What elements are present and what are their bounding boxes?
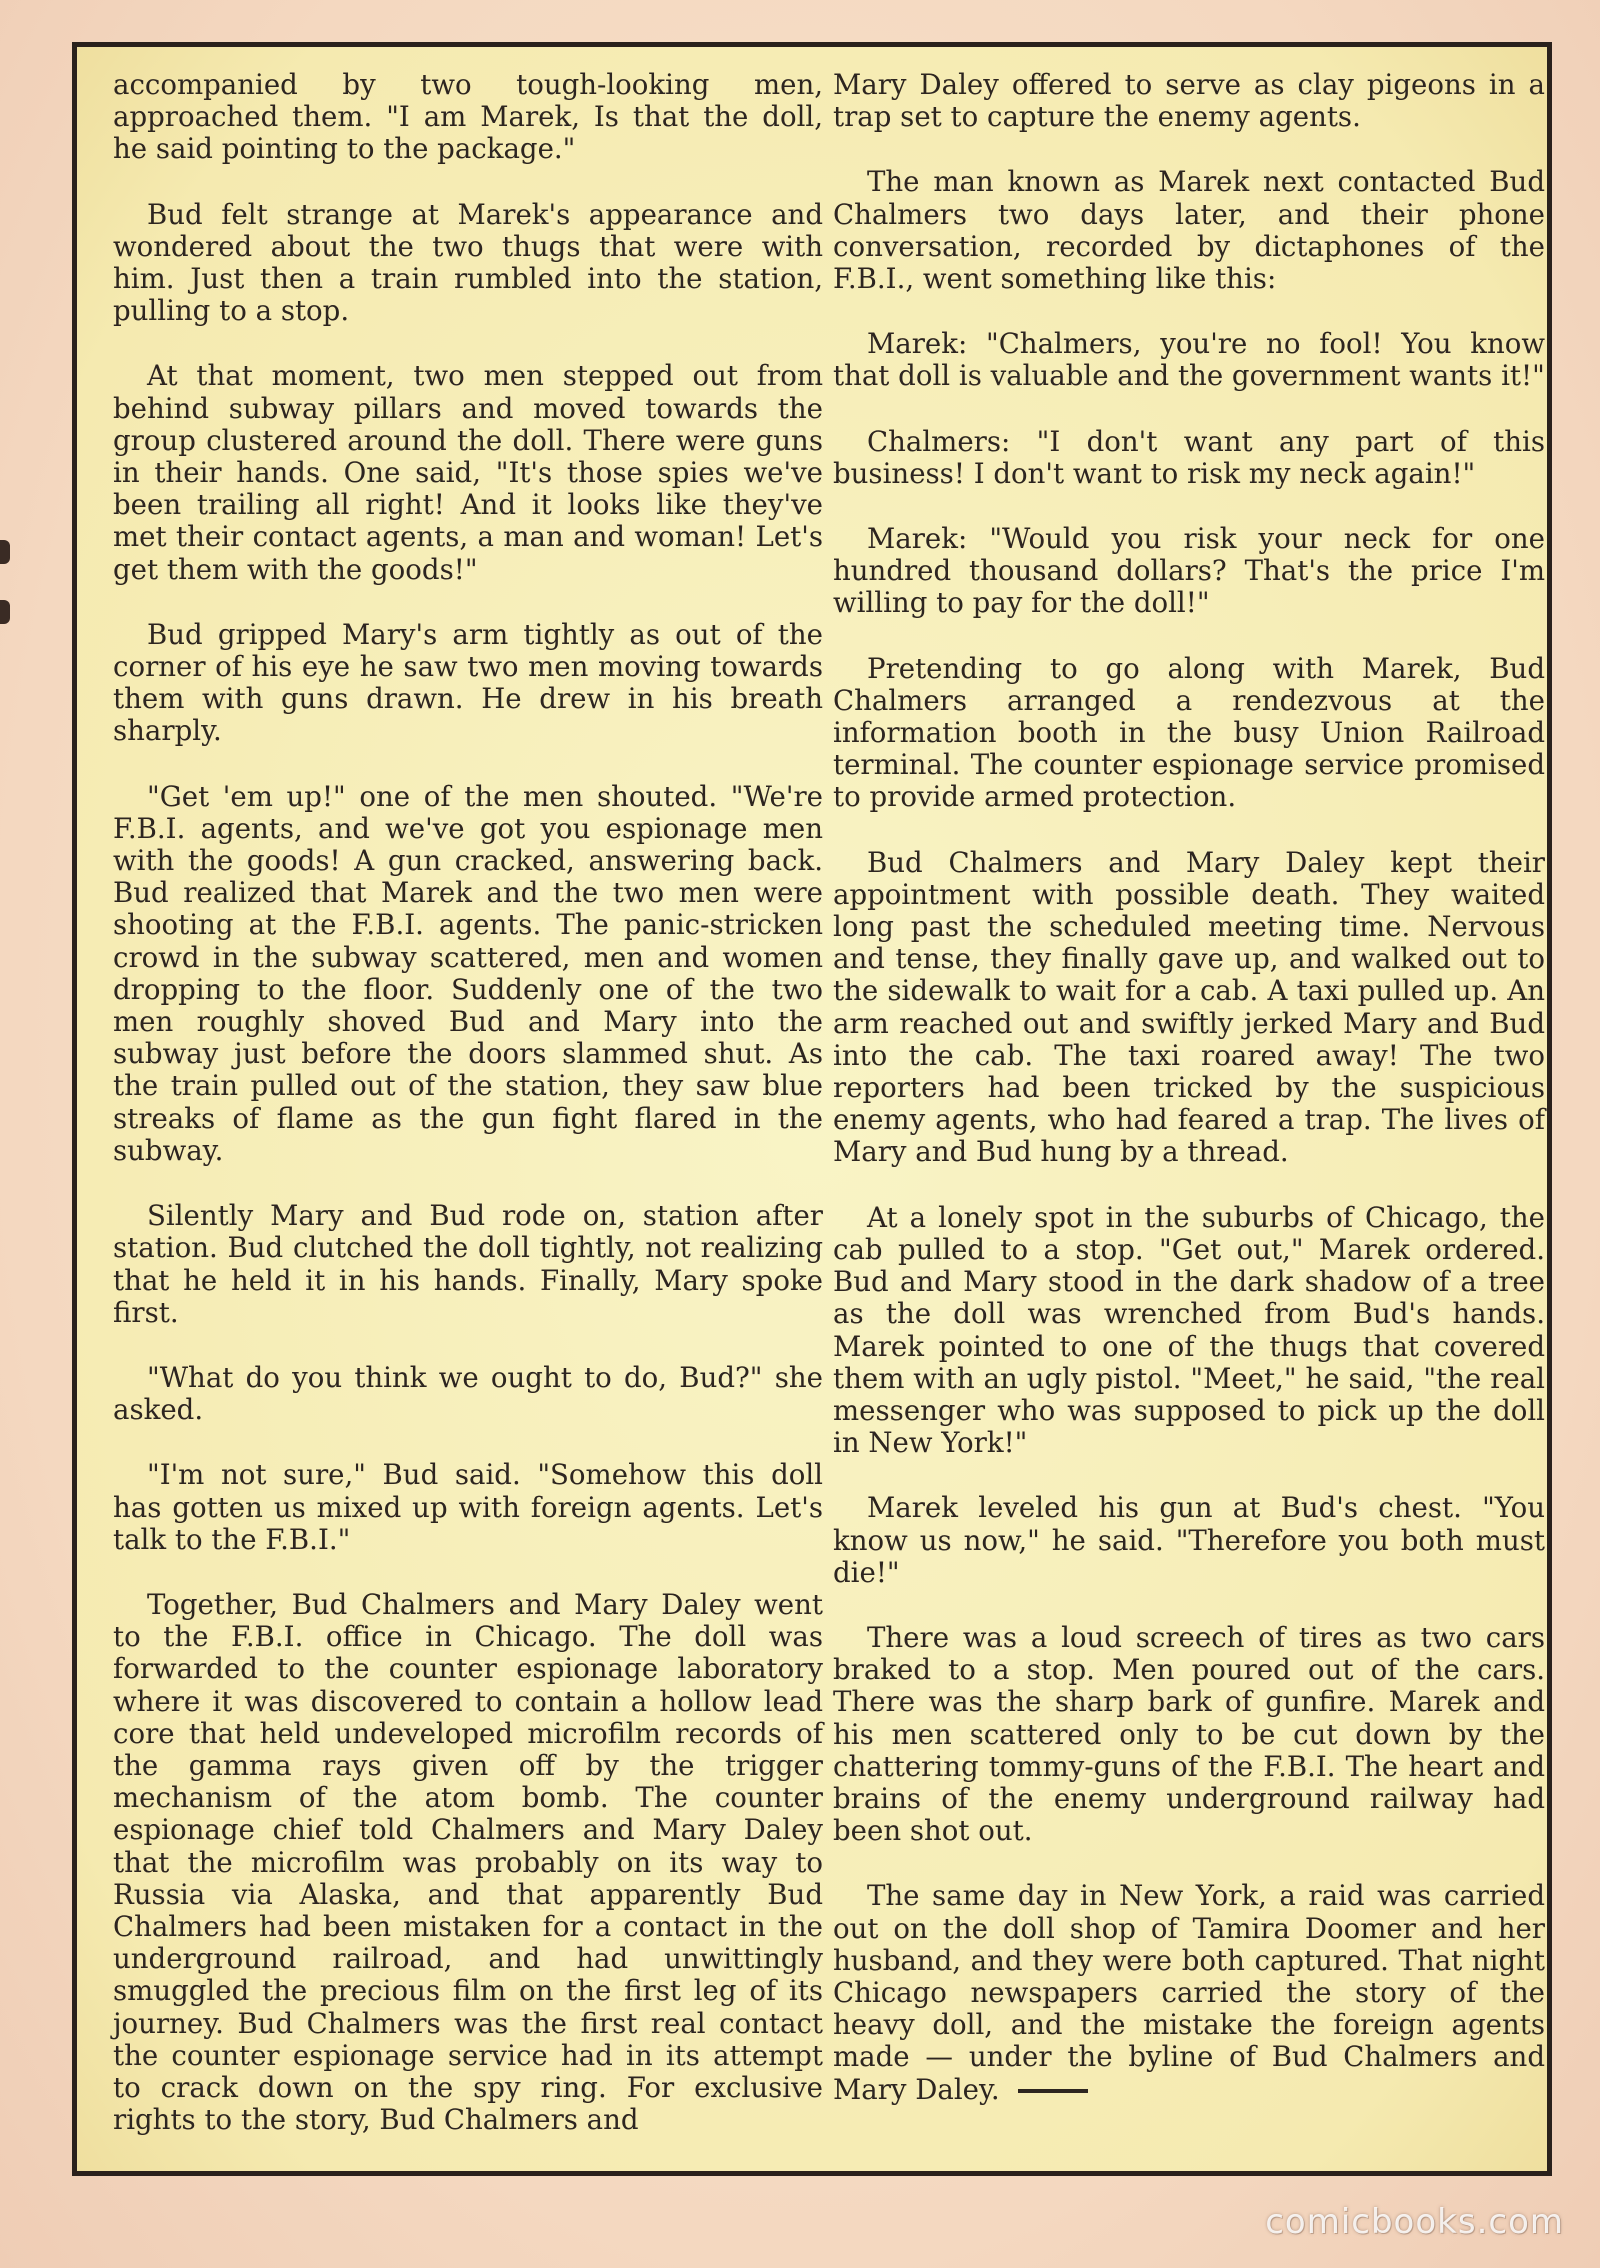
- paragraph: Bud gripped Mary's arm tightly as out of the corner of his eye he saw two men moving towards them with guns drawn. He drew in his breath sharply.: [113, 617, 823, 748]
- paragraph: Mary Daley offered to serve as clay pigeons in a trap set to capture the enemy agents.: [833, 68, 1545, 134]
- paragraph: There was a loud screech of tires as two cars braked to a stop. Men poured out of the cars. There was the sharp bark of gunfire. Marek and his men scattered only to be cut down by the chattering tommy-guns of the F.B.I. The heart and brains of the enemy underground railway had been shot out.: [833, 1620, 1545, 1848]
- page-edge-mark: [0, 540, 10, 564]
- paragraph: accompanied by two tough-looking men, approached them. "I am Marek, Is that the doll, he said pointing to the package.": [113, 68, 823, 166]
- paragraph: The man known as Marek next contacted Bud Chalmers two days later, and their phone conversation, recorded by dictaphones of the F.B.I., went something like this:: [833, 165, 1545, 296]
- watermark: comicbooks.com: [1265, 2202, 1564, 2242]
- text-panel: [72, 42, 1552, 2176]
- paragraph: Bud Chalmers and Mary Daley kept their appointment with possible death. They waited long past the scheduled meeting time. Nervous and tense, they finally gave up, and walked out to the sidewalk to wait for a cab. A taxi pulled up. An arm reached out and swiftly jerked Mary and Bud into the cab. The taxi roared away! The two reporters had been tricked by the suspicious enemy agents, who had feared a trap. The lives of Mary and Bud hung by a thread.: [833, 845, 1545, 1169]
- paragraph: "I'm not sure," Bud said. "Somehow this doll has gotten us mixed up with foreign agents. Let's talk to the F.B.I.": [113, 1458, 823, 1556]
- paragraph: "Get 'em up!" one of the men shouted. "We're F.B.I. agents, and we've got you espionage men with the goods! A gun cracked, answering back. Bud realized that Marek and the two men were shooting at the F.B.I. agents. The panic-stricken crowd in the subway scattered, men and women dropping to the floor. Suddenly one of the two men roughly shoved Bud and Mary into the subway just before the doors slammed shut. As the train pulled out of the station, they saw blue streaks of flame as the gun fight flared in the subway.: [113, 779, 823, 1167]
- end-mark: [1018, 2089, 1088, 2093]
- paragraph: [833, 1880, 1545, 2105]
- paragraph: At a lonely spot in the suburbs of Chicago, the cab pulled to a stop. "Get out," Marek ordered. Bud and Mary stood in the dark shadow of a tree as the doll was wrenched from Bud's hands. Marek pointed to one of the thugs that covered them with an ugly pistol. "Meet," he said, "the real messenger who was supposed to pick up the doll in New York!": [833, 1200, 1545, 1460]
- paragraph: Marek: "Would you risk your neck for one hundred thousand dollars? That's the price I'm willing to pay for the doll!": [833, 522, 1545, 620]
- paragraph: Marek: "Chalmers, you're no fool! You know that doll is valuable and the government wants it!": [833, 327, 1545, 393]
- left-column: [113, 69, 823, 2169]
- final-paragraph-text: The same day in New York, a raid was carried out on the doll shop of Tamira Doomer and her husband, and they were both captured. That night Chicago newspapers carried the story of the heavy doll, and the mistake the foreign agents made — under the byline of Bud Chalmers and Mary Daley.: [833, 1879, 1545, 2106]
- paragraph: Pretending to go along with Marek, Bud Chalmers arranged a rendezvous at the information booth in the busy Union Railroad terminal. The counter espionage service promised to provide armed protection.: [833, 651, 1545, 814]
- paragraph: Marek leveled his gun at Bud's chest. "You know us now," he said. "Therefore you both must die!": [833, 1491, 1545, 1589]
- paragraph: Together, Bud Chalmers and Mary Daley went to the F.B.I. office in Chicago. The doll was forwarded to the counter espionage laboratory where it was discovered to contain a hollow lead core that held undeveloped microfilm records of the gamma rays given off by the trigger mechanism of the atom bomb. The counter espionage chief told Chalmers and Mary Daley that the microfilm was probably on its way to Russia via Alaska, and that apparently Bud Chalmers had been mistaken for a contact in the underground railroad, and had unwittingly smuggled the precious film on the first leg of its journey. Bud Chalmers was the first real contact the counter espionage service had in its attempt to crack down on the spy ring. For exclusive rights to the story, Bud Chalmers and: [113, 1587, 823, 2137]
- paragraph: Chalmers: "I don't want any part of this business! I don't want to risk my neck again!": [833, 424, 1545, 490]
- right-column: [833, 69, 1545, 2106]
- paragraph: "What do you think we ought to do, Bud?" she asked.: [113, 1360, 823, 1427]
- paragraph: Bud felt strange at Marek's appearance and wondered about the two thugs that were with him. Just then a train rumbled into the station, pulling to a stop.: [113, 197, 823, 328]
- paragraph: At that moment, two men stepped out from behind subway pillars and moved towards the group clustered around the doll. There were guns in their hands. One said, "It's those spies we've been trailing all right! And it looks like they've met their contact agents, a man and woman! Let's get them with the goods!": [113, 359, 823, 586]
- page-edge-mark: [0, 600, 10, 624]
- paragraph: Silently Mary and Bud rode on, station after station. Bud clutched the doll tightly, not realizing that he held it in his hands. Finally, Mary spoke first.: [113, 1199, 823, 1329]
